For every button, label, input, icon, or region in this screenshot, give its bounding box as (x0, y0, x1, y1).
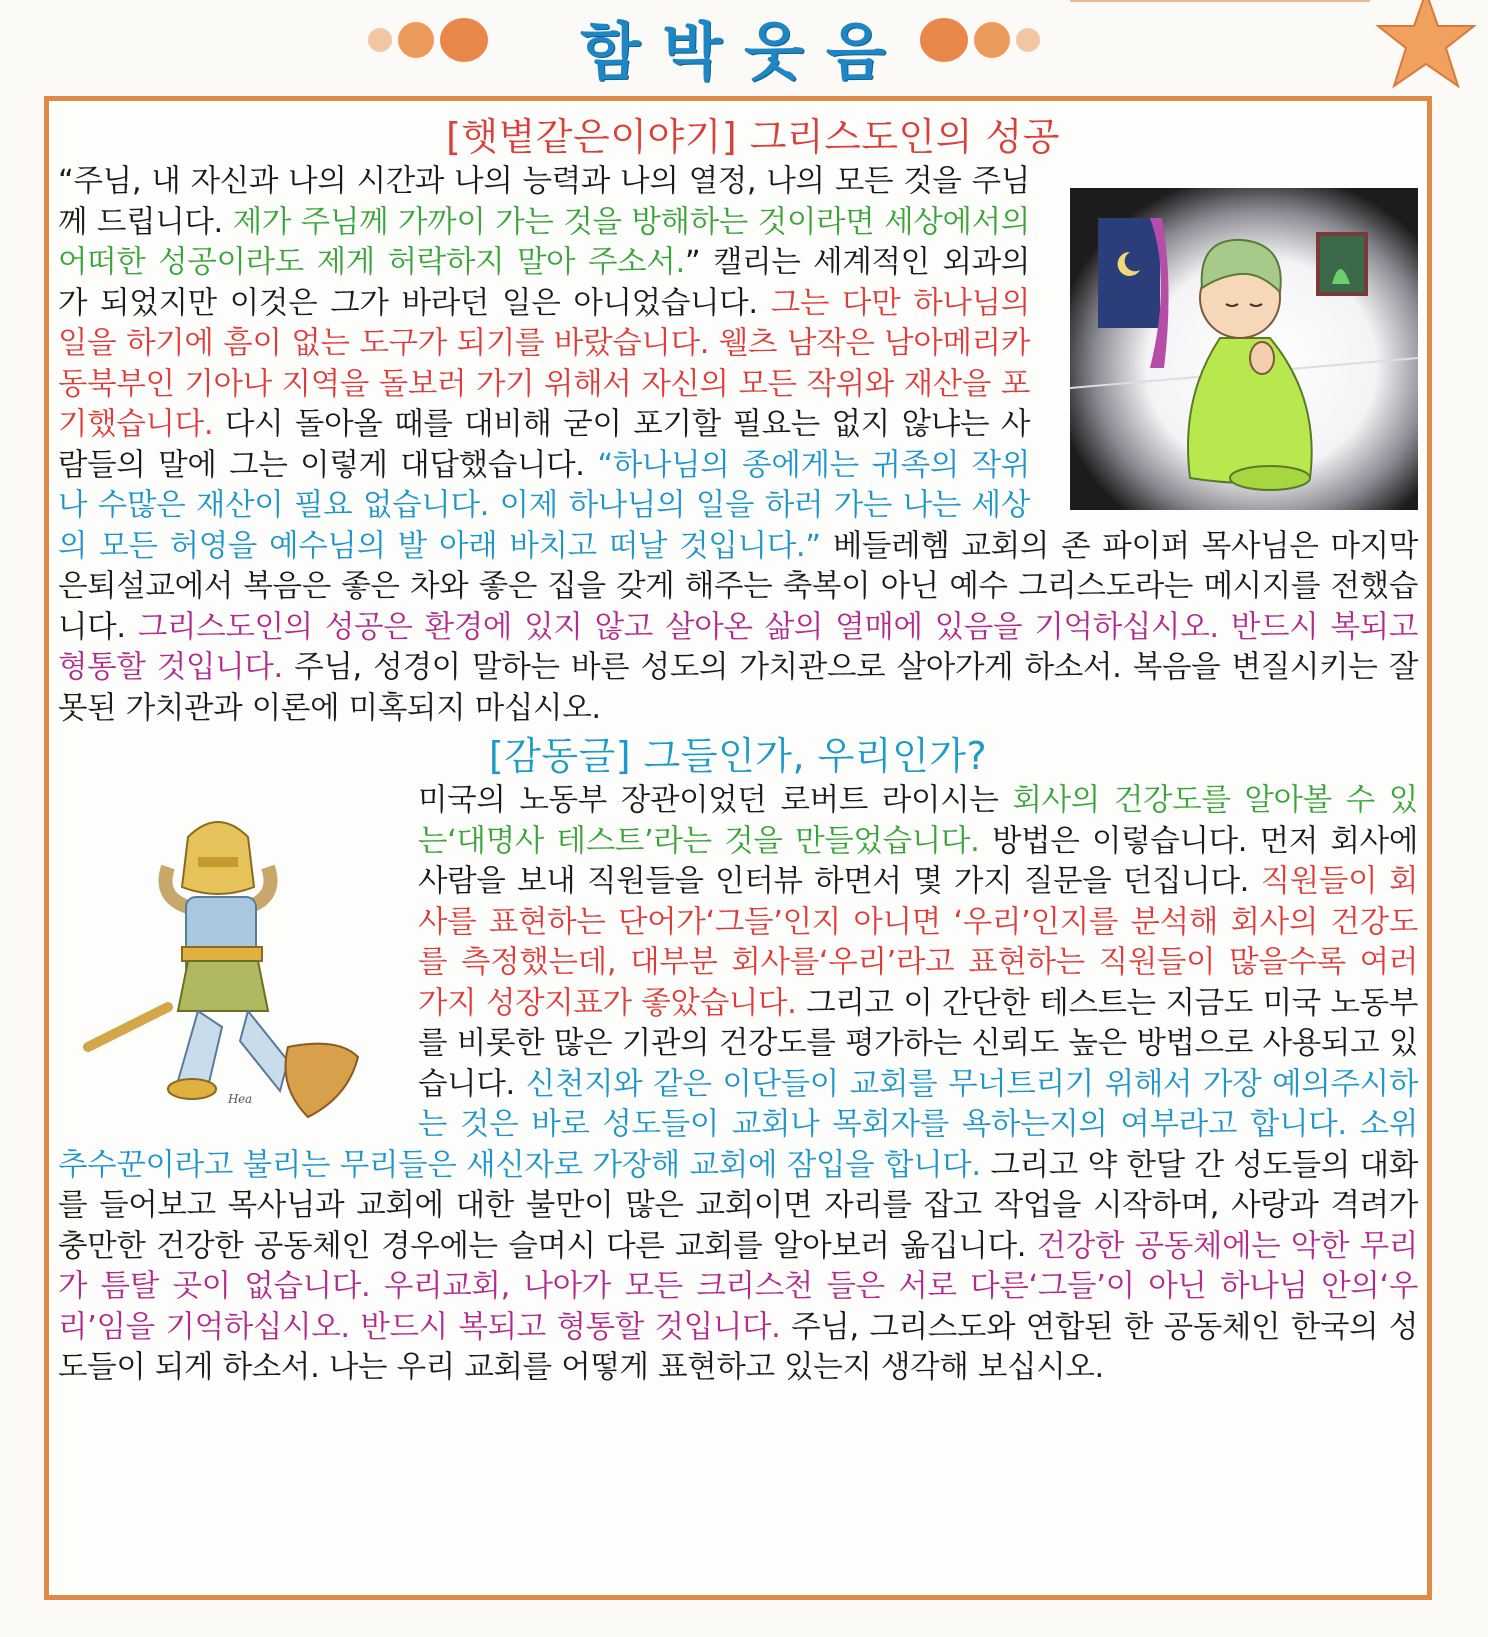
s1-text-purple: 그리스도인의 성공은 환경에 있지 않고 살아온 삶의 열매에 있음을 기억하십시오. 반드시 복되고 형통할 것입니다. (58, 609, 1418, 685)
s2-text-a: 미국의 노동부 장관이었던 로버트 라이시는 (418, 783, 1013, 818)
praying-girl-illustration (1070, 188, 1418, 510)
s1-text-blue: “하나님의 종에게는 귀족의 작위나 수많은 재산이 필요 없습니다. 이제 하나님의 일을 하러 가는 나는 세상의 모든 허영을 예수님의 발 아래 바치고 떠날 것입니다.” (58, 447, 1030, 564)
s2-text-c: 그리고 이 간단한 테스트는 지금도 미국 노동부를 비롯한 많은 기관의 건강도를 평가하는 신뢰도 높은 방법으로 사용되고 있습니다. (418, 985, 1418, 1102)
page-title: 함박웃음 (580, 15, 908, 88)
kneeling-knight-image (58, 797, 388, 1127)
s1-text-green: 제가 주님께 가까이 가는 것을 방해하는 것이라면 세상에서의 어떠한 성공이라도 제게 허락하지 말아 주소서. (58, 204, 1030, 280)
s1-text-red: 그는 다만 하나님의 일을 하기에 흠이 없는 도구가 되기를 바랐습니다. 웰츠 남작은 남아메리카 동북부인 기아나 지역을 돌보러 가기 위해서 자신의 모든 작위와 재산을 포기했습니다. (58, 285, 1030, 442)
s1-text-d: 베들레헴 교회의 존 파이퍼 목사님은 마지막 은퇴설교에서 복음은 좋은 차와 좋은 집을 갖게 해주는 축복이 아닌 예수 그리스도라는 메시지를 전했습니다. (58, 528, 1418, 645)
section1-title: [햇볕같은이야기] 그리스도인의 성공 (446, 115, 1060, 159)
s2-text-red: 직원들이 회사를 표현하는 단어가‘그들’인지 아니면 ‘우리’인지를 분석해 회사의 건강도를 측정했는데, 대부분 회사를‘우리’라고 표현하는 직원들이 많을수록 여러 가지 성장지표가 좋았습니다. (418, 864, 1418, 1021)
praying-girl-image (1070, 188, 1418, 510)
s1-text-b: ” 캘리는 세계적인 외과의가 되었지만 이것은 그가 바라던 일은 아니었습니다. (58, 245, 1030, 321)
page-header (0, 0, 1488, 88)
s2-text-green: 회사의 건강도를 알아볼 수 있는‘대명사 테스트’라는 것을 만들었습니다. (418, 783, 1418, 859)
s1-text-a: “주님, 내 자신과 나의 시간과 나의 능력과 나의 열정, 나의 모든 것을 주님께 드립니다. (58, 164, 1030, 240)
section2-title: [감동글] 그들인가, 우리인가? (488, 734, 988, 778)
svg-text:Hea: Hea (228, 1092, 252, 1106)
s1-text-c: 다시 돌아올 때를 대비해 굳이 포기할 필요는 없지 않냐는 사람들의 말에 그는 이렇게 대답했습니다. (58, 407, 1030, 483)
s2-text-blue: 신천지와 같은 이단들이 교회를 무너트리기 위해서 가장 예의주시하는 것은 바로 성도들이 교회나 목회자를 욕하는지의 여부라고 합니다. 소위 추수꾼이라고 불리는 무리들은 새신자로 가장해 교회에 잠입을 합니다. (58, 1066, 1418, 1183)
right-dots-ornament (920, 14, 1050, 64)
star-icon (1366, 0, 1476, 92)
knight-illustration (58, 797, 388, 1127)
s2-text-e: 주님, 그리스도와 연합된 한 공동체인 한국의 성도들이 되게 하소서. 나는 우리 교회를 어떻게 표현하고 있는지 생각해 보십시오. (58, 1309, 1418, 1385)
s2-text-purple: 건강한 공동체에는 악한 무리가 틈탈 곳이 없습니다. 우리교회, 나아가 모든 크리스천 들은 서로 다른‘그들’이 아닌 하나님 안의‘우리’임을 기억하십시오. 반드시 복되고 형통할 것입니다. (58, 1228, 1419, 1345)
s2-text-b: 방법은 이렇습니다. 먼저 회사에 사람을 보내 직원들을 인터뷰 하면서 몇 가지 질문을 던집니다. (418, 823, 1418, 899)
s2-text-d: 그리고 약 한달 간 성도들의 대화를 들어보고 목사님과 교회에 대한 불만이 많은 교회이면 자리를 잡고 작업을 시작하며, 사랑과 격려가 충만한 건강한 공동체인 경우에는 슬며시 다른 교회를 알아보러 옮깁니다. (58, 1147, 1418, 1264)
article-body (58, 112, 1418, 1389)
s1-text-e: 주님, 성경이 말하는 바른 성도의 가치관으로 살아가게 하소서. 복음을 변질시키는 잘못된 가치관과 이론에 미혹되지 마십시오. (58, 650, 1418, 726)
